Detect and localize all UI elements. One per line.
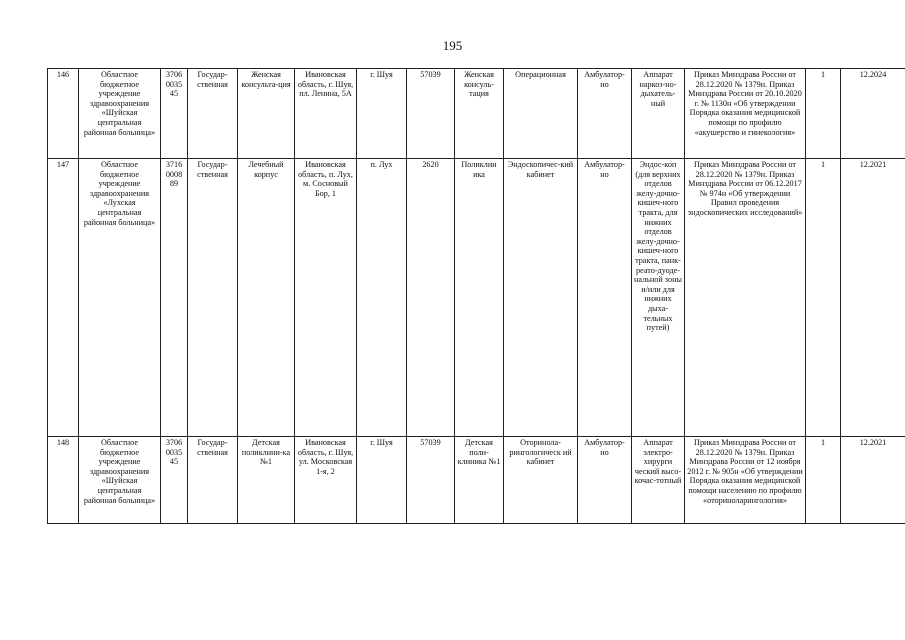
date-cell: 12.2021	[841, 437, 905, 524]
order-cell: Приказ Минздрава России от 28.12.2020 № 1379н. Приказ Минздрава России от 20.10.2020 г. № 1130н «Об утверждении Порядка оказания медицинской помощи по профилю «акушерство и гинекология»	[685, 69, 806, 159]
building-cell: Детская поликлини-ка №1	[238, 437, 295, 524]
oktmo-cell: 2620	[407, 159, 455, 437]
equipment-cell: Эндос-коп (для верхних отделов желу-дочно-кишеч-ного тракта, для нижних отделов желу-дочно-кишеч-ного тракта, панк-реато-дуоде-нальной зоны и/или для нижних дыха-тельных путей)	[632, 159, 685, 437]
equipment-registry-table	[47, 68, 905, 524]
building-cell: Женская консульта-ция	[238, 69, 295, 159]
row-number: 146	[48, 69, 79, 159]
order-cell: Приказ Минздрава России от 28.12.2020 № 1379н. Приказ Минздрава России от 06.12.2017 № 974н «Об утверждении Правил проведения эндоскопических исследований»	[685, 159, 806, 437]
ownership-cell: Государ-ственная	[188, 159, 238, 437]
address-cell: Ивановская область, г. Шуя, ул. Московская 1-я, 2	[295, 437, 357, 524]
date-cell: 12.2024	[841, 69, 905, 159]
quantity-cell: 1	[806, 437, 841, 524]
organization-cell: Областное бюджетное учреждение здравоохранения «Шуйская центральная районная больница»	[79, 437, 161, 524]
row-number: 148	[48, 437, 79, 524]
quantity-cell: 1	[806, 69, 841, 159]
order-cell: Приказ Минздрава России от 28.12.2020 № 1379н. Приказ Минздрава России от 12 ноября 2012 г. № 905н «Об утверждении Порядка оказания медицинской помощи населению по профилю «оториноларингология»	[685, 437, 806, 524]
table-row	[48, 159, 905, 437]
conditions-cell: Амбулатор-но	[578, 437, 632, 524]
address-cell: Ивановская область, п. Лух, м. Сосновый Бор, 1	[295, 159, 357, 437]
equipment-cell: Аппарат наркоз-но-дыхатель-ный	[632, 69, 685, 159]
ownership-cell: Государ-ственная	[188, 437, 238, 524]
organization-cell: Областное бюджетное учреждение здравоохранения «Шуйская центральная районная больница»	[79, 69, 161, 159]
table-row	[48, 437, 905, 524]
row-number: 147	[48, 159, 79, 437]
organization-code-cell: 3716 0008 89	[161, 159, 188, 437]
table-row	[48, 69, 905, 159]
conditions-cell: Амбулатор-но	[578, 69, 632, 159]
department-cell: Женская консуль-тация	[455, 69, 504, 159]
room-cell: Оторинола-рингологическ ий кабинет	[504, 437, 578, 524]
oktmo-cell: 57039	[407, 437, 455, 524]
date-cell: 12.2021	[841, 159, 905, 437]
room-cell: Эндоскопичес-кий кабинет	[504, 159, 578, 437]
room-cell: Операционная	[504, 69, 578, 159]
locality-cell: г. Шуя	[357, 437, 407, 524]
quantity-cell: 1	[806, 159, 841, 437]
locality-cell: п. Лух	[357, 159, 407, 437]
organization-cell: Областное бюджетное учреждение здравоохранения «Лухская центральная районная больница»	[79, 159, 161, 437]
page-number: 195	[442, 38, 463, 53]
equipment-cell: Аппарат электро-хирурги ческий высо-кочас-тотный	[632, 437, 685, 524]
department-cell: Детская поли-клиника №1	[455, 437, 504, 524]
organization-code-cell: 3706 0035 45	[161, 69, 188, 159]
address-cell: Ивановская область, г. Шуя, пл. Ленина, 5А	[295, 69, 357, 159]
building-cell: Лечебный корпус	[238, 159, 295, 437]
ownership-cell: Государ-ственная	[188, 69, 238, 159]
conditions-cell: Амбулатор-но	[578, 159, 632, 437]
organization-code-cell: 3706 0035 45	[161, 437, 188, 524]
locality-cell: г. Шуя	[357, 69, 407, 159]
oktmo-cell: 57039	[407, 69, 455, 159]
department-cell: Поликлин ика	[455, 159, 504, 437]
